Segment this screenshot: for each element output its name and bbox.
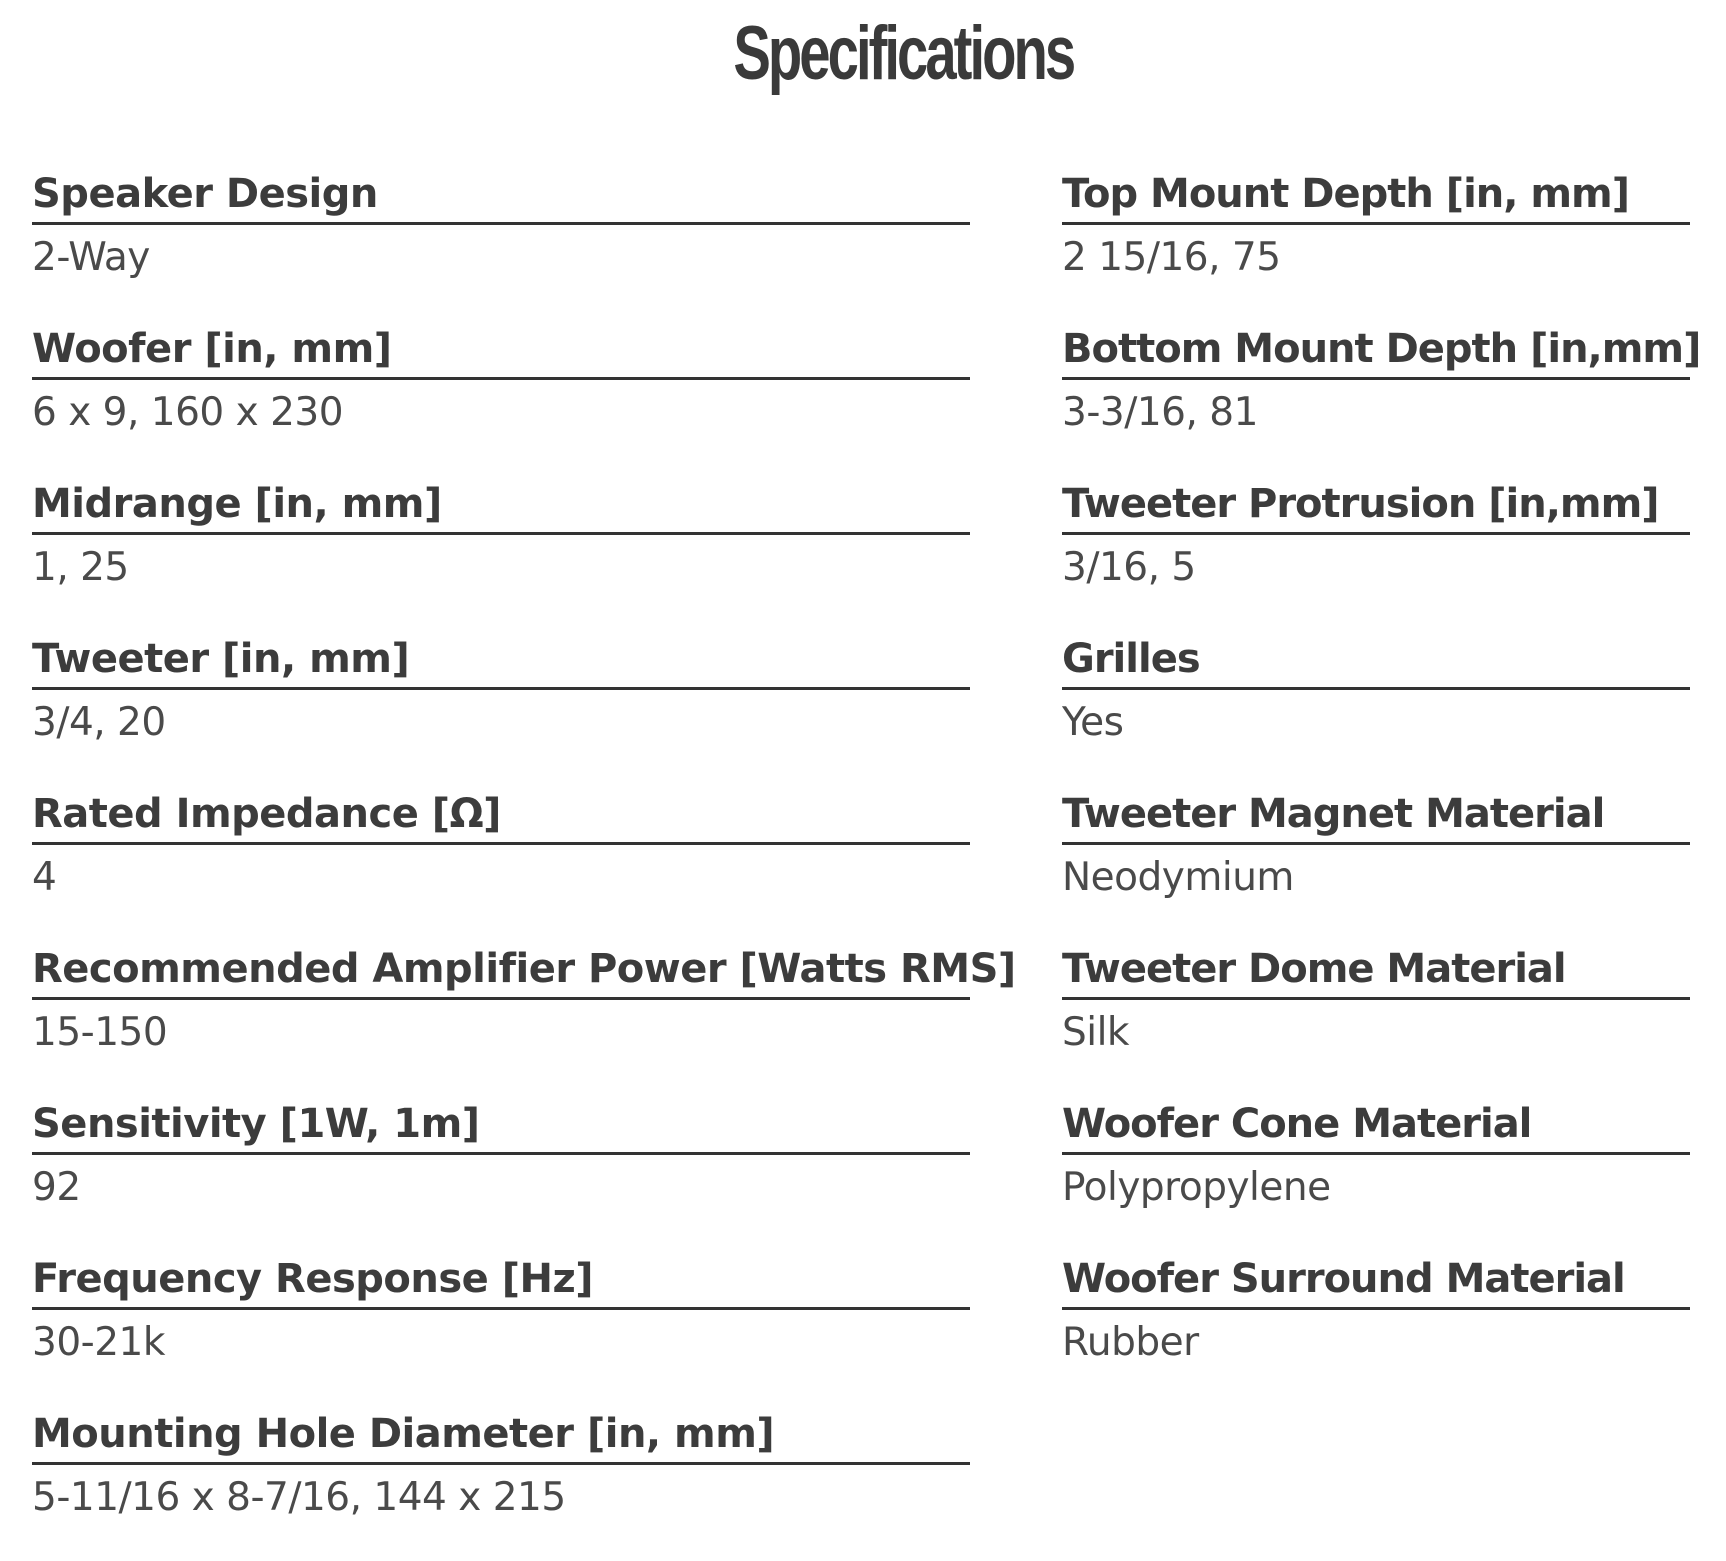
spec-value: Rubber: [1062, 1320, 1199, 1365]
page-title: Specifications: [733, 11, 1074, 96]
spec-top-mount-depth: [1062, 166, 1690, 321]
spec-value: 3/16, 5: [1062, 545, 1196, 590]
spec-value: Polypropylene: [1062, 1165, 1331, 1210]
spec-label: Woofer [in, mm]: [32, 321, 970, 380]
spec-value: 2-Way: [32, 235, 150, 280]
spec-value: 30-21k: [32, 1320, 165, 1365]
spec-label: Tweeter [in, mm]: [32, 631, 970, 690]
spec-value: 6 x 9, 160 x 230: [32, 390, 344, 435]
spec-value: Silk: [1062, 1010, 1130, 1055]
spec-woofer-surround-material: [1062, 1251, 1690, 1406]
spec-value: 3/4, 20: [32, 700, 166, 745]
spec-label: Mounting Hole Diameter [in, mm]: [32, 1406, 970, 1465]
spec-frequency-response: [32, 1251, 970, 1406]
spec-woofer-cone-material: [1062, 1096, 1690, 1251]
spec-speaker-design: [32, 166, 970, 321]
spec-label: Woofer Surround Material: [1062, 1251, 1690, 1310]
spec-value: 92: [32, 1165, 81, 1210]
spec-tweeter-size: [32, 631, 970, 786]
spec-mounting-hole-diameter: [32, 1406, 970, 1561]
spec-label: Tweeter Protrusion [in,mm]: [1062, 476, 1690, 535]
spec-grilles: [1062, 631, 1690, 786]
spec-label: Bottom Mount Depth [in,mm]: [1062, 321, 1690, 380]
spec-sensitivity: [32, 1096, 970, 1251]
spec-tweeter-dome-material: [1062, 941, 1690, 1096]
spec-label: Recommended Amplifier Power [Watts RMS]: [32, 941, 970, 1000]
spec-value: 15-150: [32, 1010, 168, 1055]
spec-value: Yes: [1062, 700, 1124, 745]
spec-tweeter-protrusion: [1062, 476, 1690, 631]
spec-label: Tweeter Dome Material: [1062, 941, 1690, 1000]
spec-woofer-size: [32, 321, 970, 476]
spec-label: Woofer Cone Material: [1062, 1096, 1690, 1155]
spec-value: 1, 25: [32, 545, 129, 590]
spec-bottom-mount-depth: [1062, 321, 1701, 476]
spec-label: Midrange [in, mm]: [32, 476, 970, 535]
spec-midrange-size: [32, 476, 970, 631]
spec-label: Rated Impedance [Ω]: [32, 786, 970, 845]
spec-label: Tweeter Magnet Material: [1062, 786, 1690, 845]
spec-label: Speaker Design: [32, 166, 970, 225]
spec-tweeter-magnet-material: [1062, 786, 1690, 941]
spec-label: Top Mount Depth [in, mm]: [1062, 166, 1690, 225]
spec-label: Grilles: [1062, 631, 1690, 690]
spec-value: 3-3/16, 81: [1062, 390, 1258, 435]
spec-column-left: [32, 166, 1016, 1561]
spec-label: Sensitivity [1W, 1m]: [32, 1096, 970, 1155]
spec-rated-impedance: [32, 786, 970, 941]
spec-label: Frequency Response [Hz]: [32, 1251, 970, 1310]
spec-value: Neodymium: [1062, 855, 1294, 900]
spec-value: 4: [32, 855, 57, 900]
spec-value: 2 15/16, 75: [1062, 235, 1281, 280]
spec-amplifier-power: [32, 941, 1016, 1096]
spec-value: 5-11/16 x 8-7/16, 144 x 215: [32, 1475, 566, 1520]
spec-column-right: [1062, 166, 1701, 1406]
